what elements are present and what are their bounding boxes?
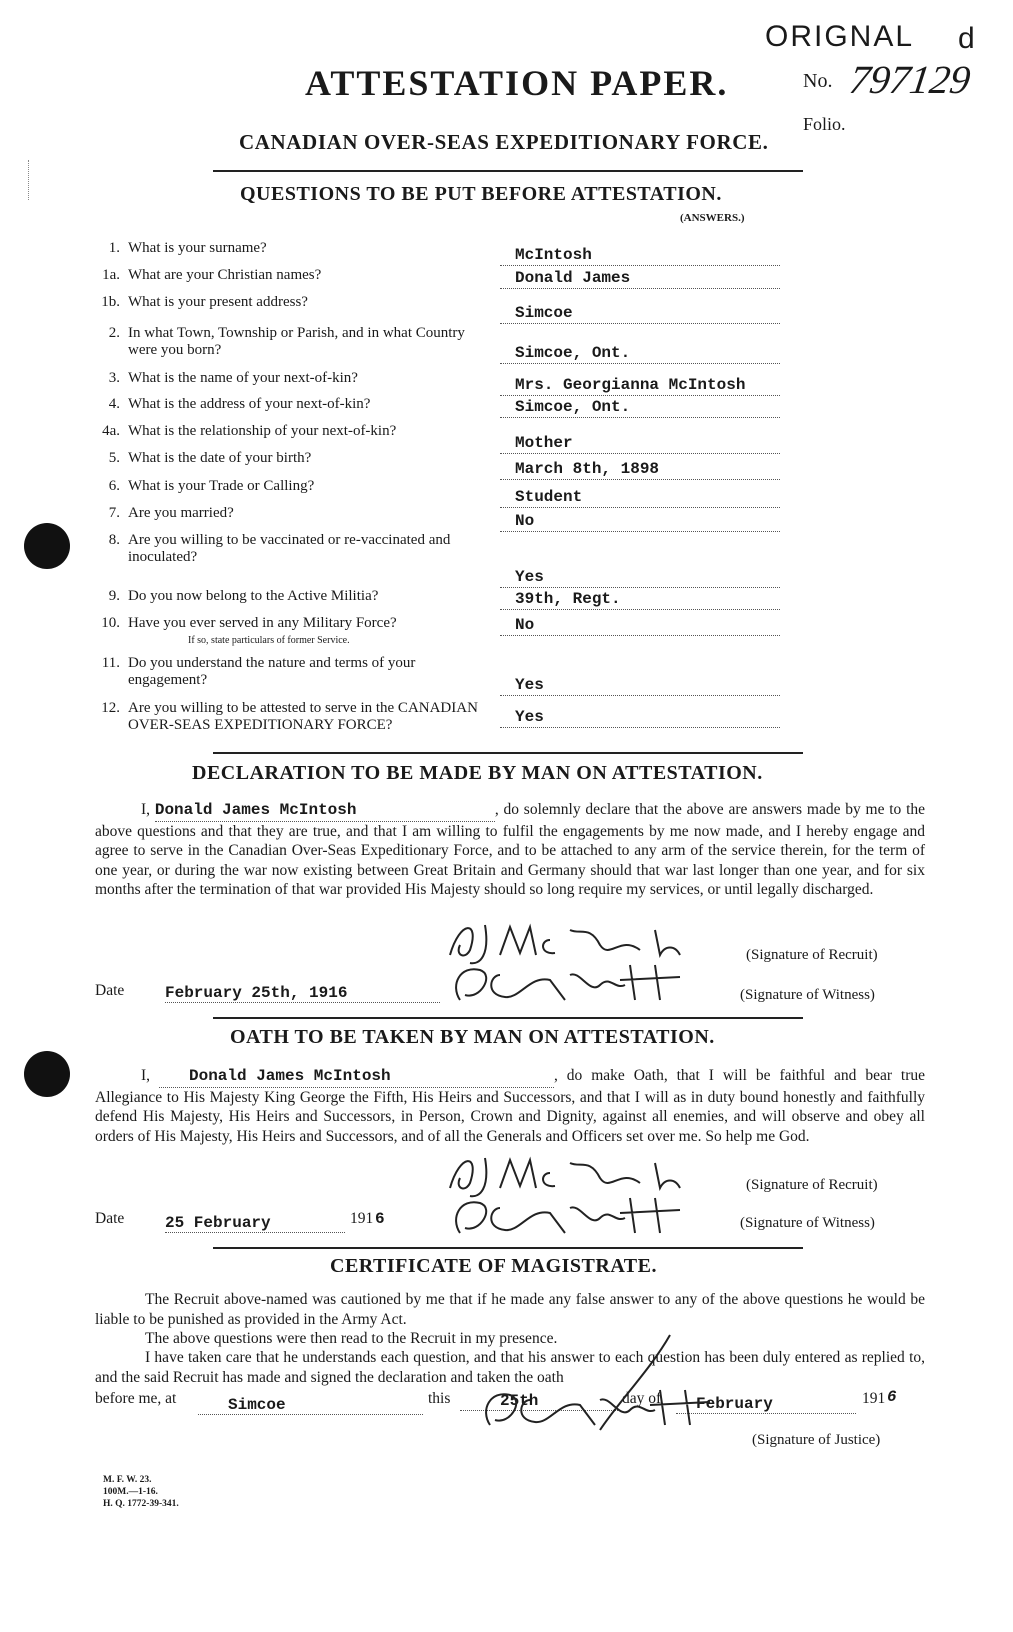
answer-line	[500, 479, 780, 480]
declaration-name: Donald James McIntosh	[155, 801, 495, 822]
original-stamp: ORIGNAL	[765, 20, 915, 53]
question-note: If so, state particulars of former Service.	[188, 635, 350, 646]
question-text: What is the date of your birth?	[128, 450, 312, 466]
number-label: No.	[803, 70, 833, 92]
question-number: 11.	[101, 655, 120, 671]
certificate-para-3: I have taken care that he understands each question, and that his answer to each question has been duly entered as replied to, and the said Recruit has made and signed the declaration and taken the oath	[95, 1349, 925, 1386]
question-number: 12.	[101, 700, 120, 716]
declaration-date-label: Date	[95, 982, 125, 999]
punch-hole	[24, 1051, 70, 1097]
answer-line	[500, 453, 780, 454]
certificate-day-label: day of	[622, 1390, 662, 1407]
certificate-before-label: before me, at	[95, 1390, 177, 1407]
certificate-year-digit: 6	[887, 1388, 897, 1406]
certificate-para-1: The Recruit above-named was cautioned by me that if he made any false answer to any of the above questions he would be liable to be punished as provided in the Army Act.	[95, 1291, 925, 1328]
answer-value: Yes	[515, 708, 544, 726]
declaration-witness-sig-label: (Signature of Witness)	[740, 987, 875, 1003]
question-text: Have you ever served in any Military Force? If so, state particulars of former Service.	[128, 615, 490, 649]
footer-line-3: H. Q. 1772-39-341.	[103, 1499, 179, 1509]
question-number: 4a.	[102, 423, 120, 439]
certificate-heading: CERTIFICATE OF MAGISTRATE.	[330, 1255, 657, 1277]
question-number: 2.	[108, 325, 120, 341]
question-text: Do you understand the nature and terms of your engagement?	[128, 655, 416, 688]
oath-year-digit: 6	[375, 1210, 385, 1228]
answer-value: Simcoe	[515, 304, 573, 322]
question-number: 7.	[108, 505, 120, 521]
corner-mark: d	[958, 22, 975, 55]
question-number: 3.	[108, 370, 120, 386]
form-number-footer	[103, 1474, 179, 1510]
footer-line-2: 100M.—1-16.	[103, 1487, 158, 1497]
certificate-place: Simcoe	[198, 1396, 423, 1415]
certificate-year-prefix: 191	[862, 1390, 886, 1407]
question-text: What is your Trade or Calling?	[128, 478, 315, 494]
question-text: What is the name of your next-of-kin?	[128, 370, 358, 386]
answer-value: No	[515, 616, 535, 634]
answer-line	[500, 323, 780, 324]
oath-date: 25 February	[165, 1214, 345, 1233]
question-text: What are your Christian names?	[128, 267, 322, 283]
answer-value: Mother	[515, 434, 573, 452]
declaration-heading: DECLARATION TO BE MADE BY MAN ON ATTESTATION.	[192, 762, 763, 784]
section-rule	[213, 1247, 803, 1249]
answer-value: Donald James	[515, 269, 631, 287]
certificate-this-label: this	[428, 1390, 451, 1407]
answer-value: Simcoe, Ont.	[515, 344, 631, 362]
oath-name: Donald James McIntosh	[159, 1067, 554, 1088]
question-text: In what Town, Township or Parish, and in what Country were you born?	[128, 325, 465, 358]
answer-value: No	[515, 512, 535, 530]
section-rule	[213, 1017, 803, 1019]
question-text: What is the relationship of your next-of-kin?	[128, 423, 397, 439]
certificate-day: 25th	[460, 1392, 618, 1411]
declaration-text	[95, 800, 925, 900]
answer-line	[500, 288, 780, 289]
question-text: Do you now belong to the Active Militia?	[128, 588, 379, 604]
answer-line	[500, 265, 780, 266]
oath-prefix: I,	[141, 1067, 151, 1084]
question-number: 1a.	[102, 267, 120, 283]
oath-witness-sig-label: (Signature of Witness)	[740, 1215, 875, 1231]
oath-date-label: Date	[95, 1210, 125, 1227]
document-title: ATTESTATION PAPER.	[305, 63, 729, 103]
answer-line	[500, 609, 780, 610]
answer-value: Simcoe, Ont.	[515, 398, 631, 416]
oath-body-2: bear true Allegiance to His Majesty King George the Fifth, His Heirs and Successors, and that I will as in duty bound honestly and faithfully defend His Majesty, His Heirs and Successors, in Person, Crown and Dignity, against all enemies, and will observe and obey all orders of His Majesty, His Heirs and Successors, and of all the Generals and Officers set over me. So help me God.	[95, 1067, 926, 1145]
question-number: 6.	[108, 478, 120, 494]
header-rule	[213, 170, 803, 172]
answer-value: 39th, Regt.	[515, 590, 621, 608]
declaration-recruit-sig-label: (Signature of Recruit)	[746, 947, 878, 963]
margin-mark	[28, 160, 30, 200]
oath-year-prefix: 191	[350, 1210, 374, 1227]
answer-line	[500, 395, 780, 396]
oath-text	[95, 1066, 925, 1146]
declaration-body-1: , do solemnly declare that the above are answers	[494, 801, 803, 818]
question-number: 9.	[108, 588, 120, 604]
question-text: Are you married?	[128, 505, 234, 521]
answer-value: McIntosh	[515, 246, 592, 264]
document-subtitle: CANADIAN OVER-SEAS EXPEDITIONARY FORCE.	[239, 130, 769, 154]
question-text: Are you willing to be attested to serve in the CANADIAN OVER-SEAS EXPEDITIONARY FORCE?	[128, 700, 478, 733]
folio-label: Folio.	[803, 114, 846, 134]
oath-recruit-sig-label: (Signature of Recruit)	[746, 1177, 878, 1193]
footer-line-1: M. F. W. 23.	[103, 1475, 152, 1485]
declaration-prefix: I,	[141, 801, 151, 818]
answer-line	[500, 635, 780, 636]
punch-hole	[24, 523, 70, 569]
answer-line	[500, 507, 780, 508]
answer-line	[500, 727, 780, 728]
declaration-date: February 25th, 1916	[165, 984, 440, 1003]
answer-value: Student	[515, 488, 583, 506]
oath-body-1: , do make Oath, that I will be faithful and	[553, 1067, 857, 1084]
oath-heading: OATH TO BE TAKEN BY MAN ON ATTESTATION.	[230, 1026, 715, 1048]
answer-line	[500, 363, 780, 364]
question-text: What is your present address?	[128, 294, 308, 310]
answer-value: Yes	[515, 676, 544, 694]
question-number: 1b.	[101, 294, 120, 310]
question-text: What is the address of your next-of-kin?	[128, 396, 371, 412]
declaration-body-2: made by me to the above questions and that they are true, and that I am willing to fulfil the engagements by me now made, and I hereby engage and agree to serve in the Canadian Over-Seas Expeditionary Force, and to be attached to any arm of the service therein, for the term of one year, or during the war now existing between Great Britain and Germany should that war last longer than one year, and for six months after the termination of that war provided His Majesty should so long require my services, or until legally discharged.	[95, 801, 926, 898]
question-number: 5.	[108, 450, 120, 466]
justice-signature	[470, 1330, 770, 1440]
answer-value: March 8th, 1898	[515, 460, 660, 478]
question-number: 10.	[101, 615, 120, 631]
answer-line	[500, 531, 780, 532]
certificate-justice-sig-label: (Signature of Justice)	[752, 1432, 881, 1448]
witness-signature-1	[440, 955, 740, 1015]
question-text: Are you willing to be vaccinated or re-vaccinated and inoculated?	[128, 532, 451, 565]
answer-line	[500, 695, 780, 696]
answer-line	[500, 417, 780, 418]
witness-signature-2	[440, 1188, 740, 1248]
regimental-number: 797129	[846, 57, 974, 102]
question-number: 8.	[108, 532, 120, 548]
question-text: What is your surname?	[128, 240, 267, 256]
section-rule	[213, 752, 803, 754]
certificate-para-2: The above questions were then read to the Recruit in my presence.	[145, 1330, 558, 1347]
question-number: 4.	[108, 396, 120, 412]
certificate-month: February	[676, 1395, 856, 1414]
answers-heading: (ANSWERS.)	[680, 212, 745, 224]
questions-heading: QUESTIONS TO BE PUT BEFORE ATTESTATION.	[240, 183, 722, 205]
answer-value: Yes	[515, 568, 544, 586]
answer-line	[500, 587, 780, 588]
answer-value: Mrs. Georgianna McIntosh	[515, 376, 746, 394]
question-number: 1.	[108, 240, 120, 256]
